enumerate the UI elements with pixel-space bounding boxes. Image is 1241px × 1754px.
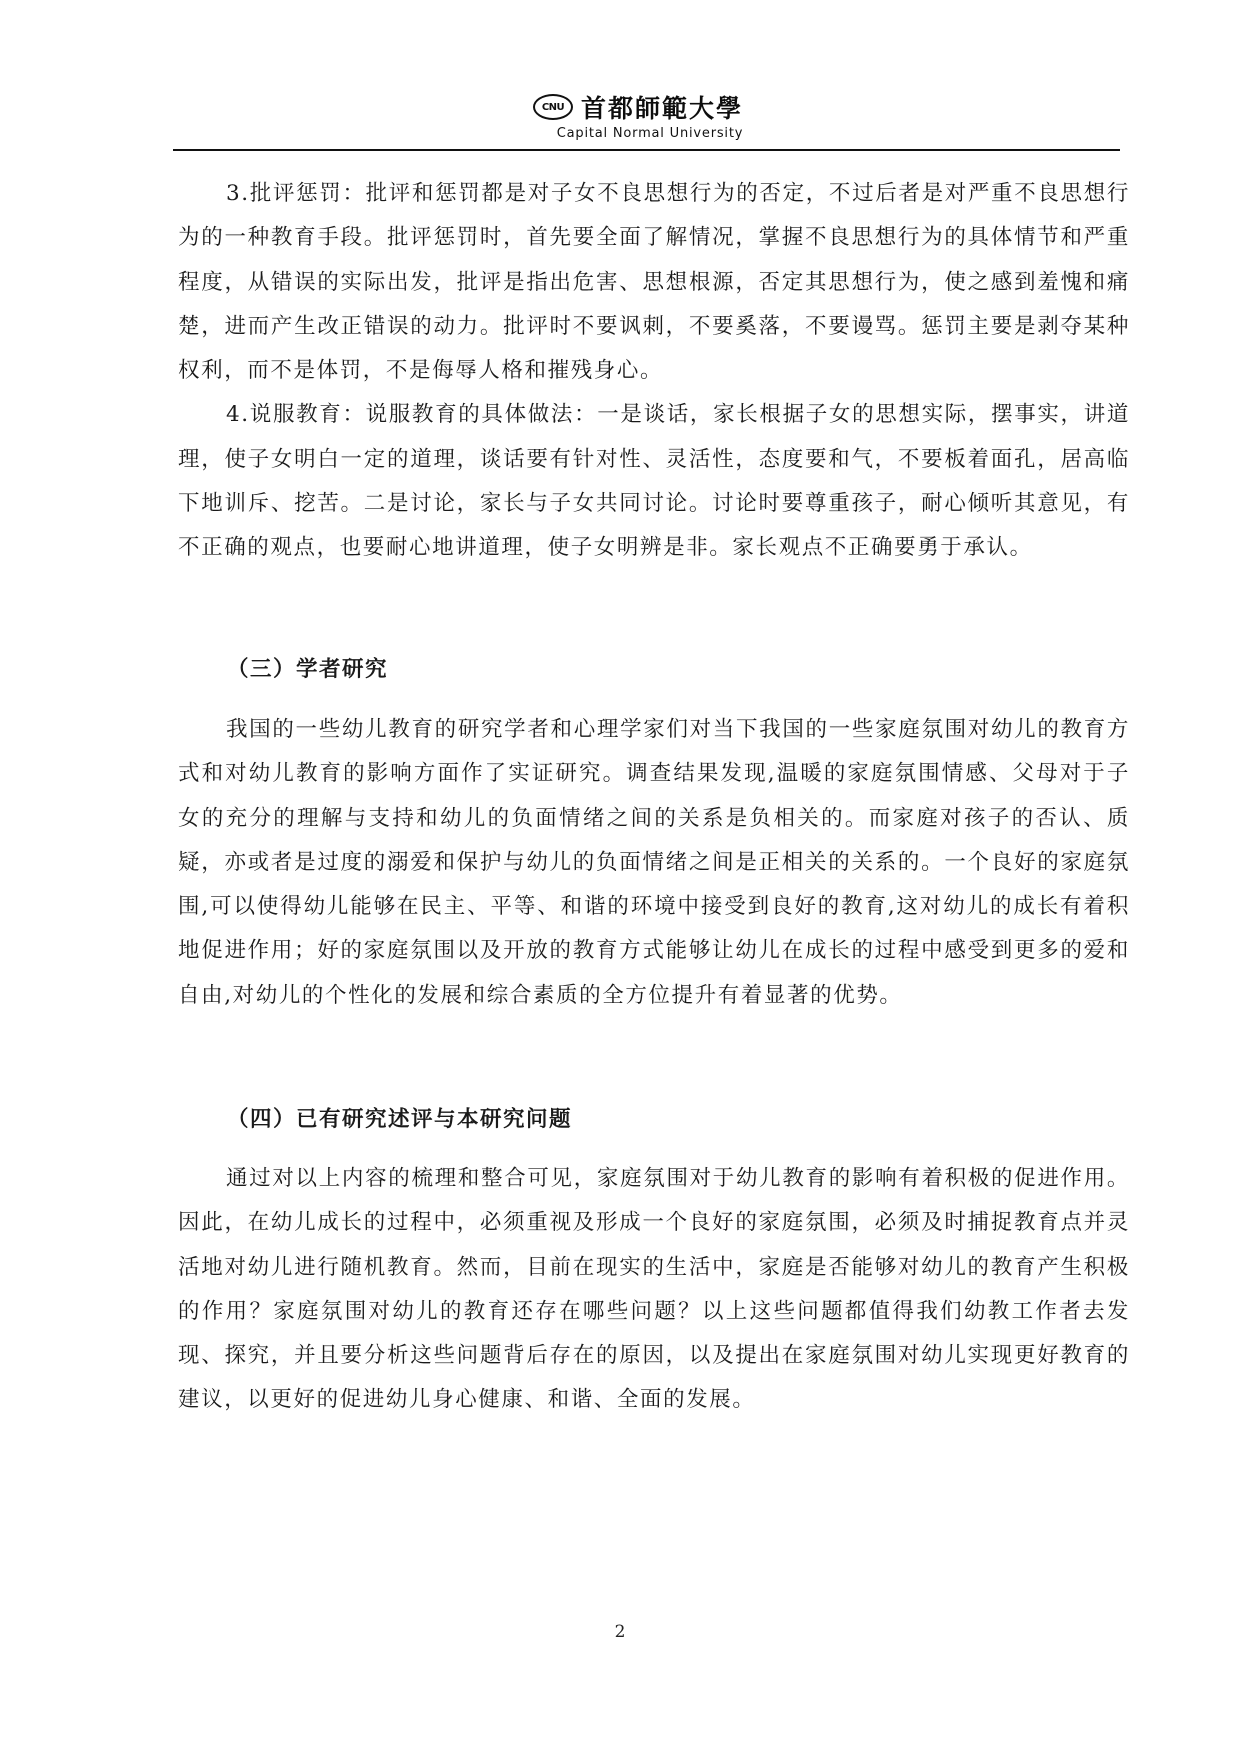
cnu-seal-icon: CNU bbox=[533, 94, 573, 120]
university-name-en: Capital Normal University bbox=[556, 126, 744, 141]
section-scholar-research bbox=[178, 708, 1130, 1018]
heading-review-questions: （四）已有研究述评与本研究问题 bbox=[227, 1107, 573, 1132]
university-name-cn: 首都師範大學 bbox=[581, 94, 744, 123]
paragraph-criticism: 3.批评惩罚：批评和惩罚都是对子女不良思想行为的否定，不过后者是对严重不良思想行为的一种教育手段。批评惩罚时，首先要全面了解情况，掌握不良思想行为的具体情节和严重程度，从错误的实际出发，批评是指出危害、思想根源，否定其思想行为，使之感到羞愧和痛楚，进而产生改正错误的动力。批评时不要讽刺，不要奚落，不要谩骂。惩罚主要是剥夺某种权利，而不是体罚，不是侮辱人格和摧残身心。 bbox=[178, 181, 1130, 384]
paragraph-review-questions: 通过对以上内容的梳理和整合可见，家庭氛围对于幼儿教育的影响有着积极的促进作用。因此，在幼儿成长的过程中，必须重视及形成一个良好的家庭氛围，必须及时捕捉教育点并灵活地对幼儿进行随机教育。然而，目前在现实的生活中，家庭是否能够对幼儿的教育产生积极的作用？家庭氛围对幼儿的教育还存在哪些问题？以上这些问题都值得我们幼教工作者去发现、探究，并且要分析这些问题背后存在的原因，以及提出在家庭氛围对幼儿实现更好教育的建议，以更好的促进幼儿身心健康、和谐、全面的发展。 bbox=[178, 1166, 1130, 1413]
header-rule bbox=[173, 149, 1120, 151]
paragraph-scholar-research: 我国的一些幼儿教育的研究学者和心理学家们对当下我国的一些家庭氛围对幼儿的教育方式和对幼儿教育的影响方面作了实证研究。调查结果发现,温暖的家庭氛围情感、父母对于子女的充分的理解与支持和幼儿的负面情绪之间的关系是负相关的。而家庭对孩子的否认、质疑，亦或者是过度的溺爱和保护与幼儿的负面情绪之间是正相关的关系的。一个良好的家庭氛围,可以使得幼儿能够在民主、平等、和谐的环境中接受到良好的教育,这对幼儿的成长有着积地促进作用；好的家庭氛围以及开放的教育方式能够让幼儿在成长的过程中感受到更多的爱和自由,对幼儿的个性化的发展和综合素质的全方位提升有着显著的优势。 bbox=[178, 717, 1130, 1008]
page-number: 2 bbox=[614, 1622, 626, 1642]
page-header bbox=[173, 88, 1120, 150]
university-logo bbox=[533, 90, 743, 124]
section-methods bbox=[178, 172, 1130, 571]
heading-scholar-research: （三）学者研究 bbox=[227, 657, 389, 682]
section-review-questions bbox=[178, 1157, 1130, 1423]
paragraph-persuasion: 4.说服教育：说服教育的具体做法：一是谈话，家长根据子女的思想实际，摆事实，讲道理，使子女明白一定的道理，谈话要有针对性、灵活性，态度要和气，不要板着面孔，居高临下地训斥、挖苦。二是讨论，家长与子女共同讨论。讨论时要尊重孩子，耐心倾听其意见，有不正确的观点，也要耐心地讲道理，使子女明辨是非。家长观点不正确要勇于承认。 bbox=[178, 402, 1130, 561]
